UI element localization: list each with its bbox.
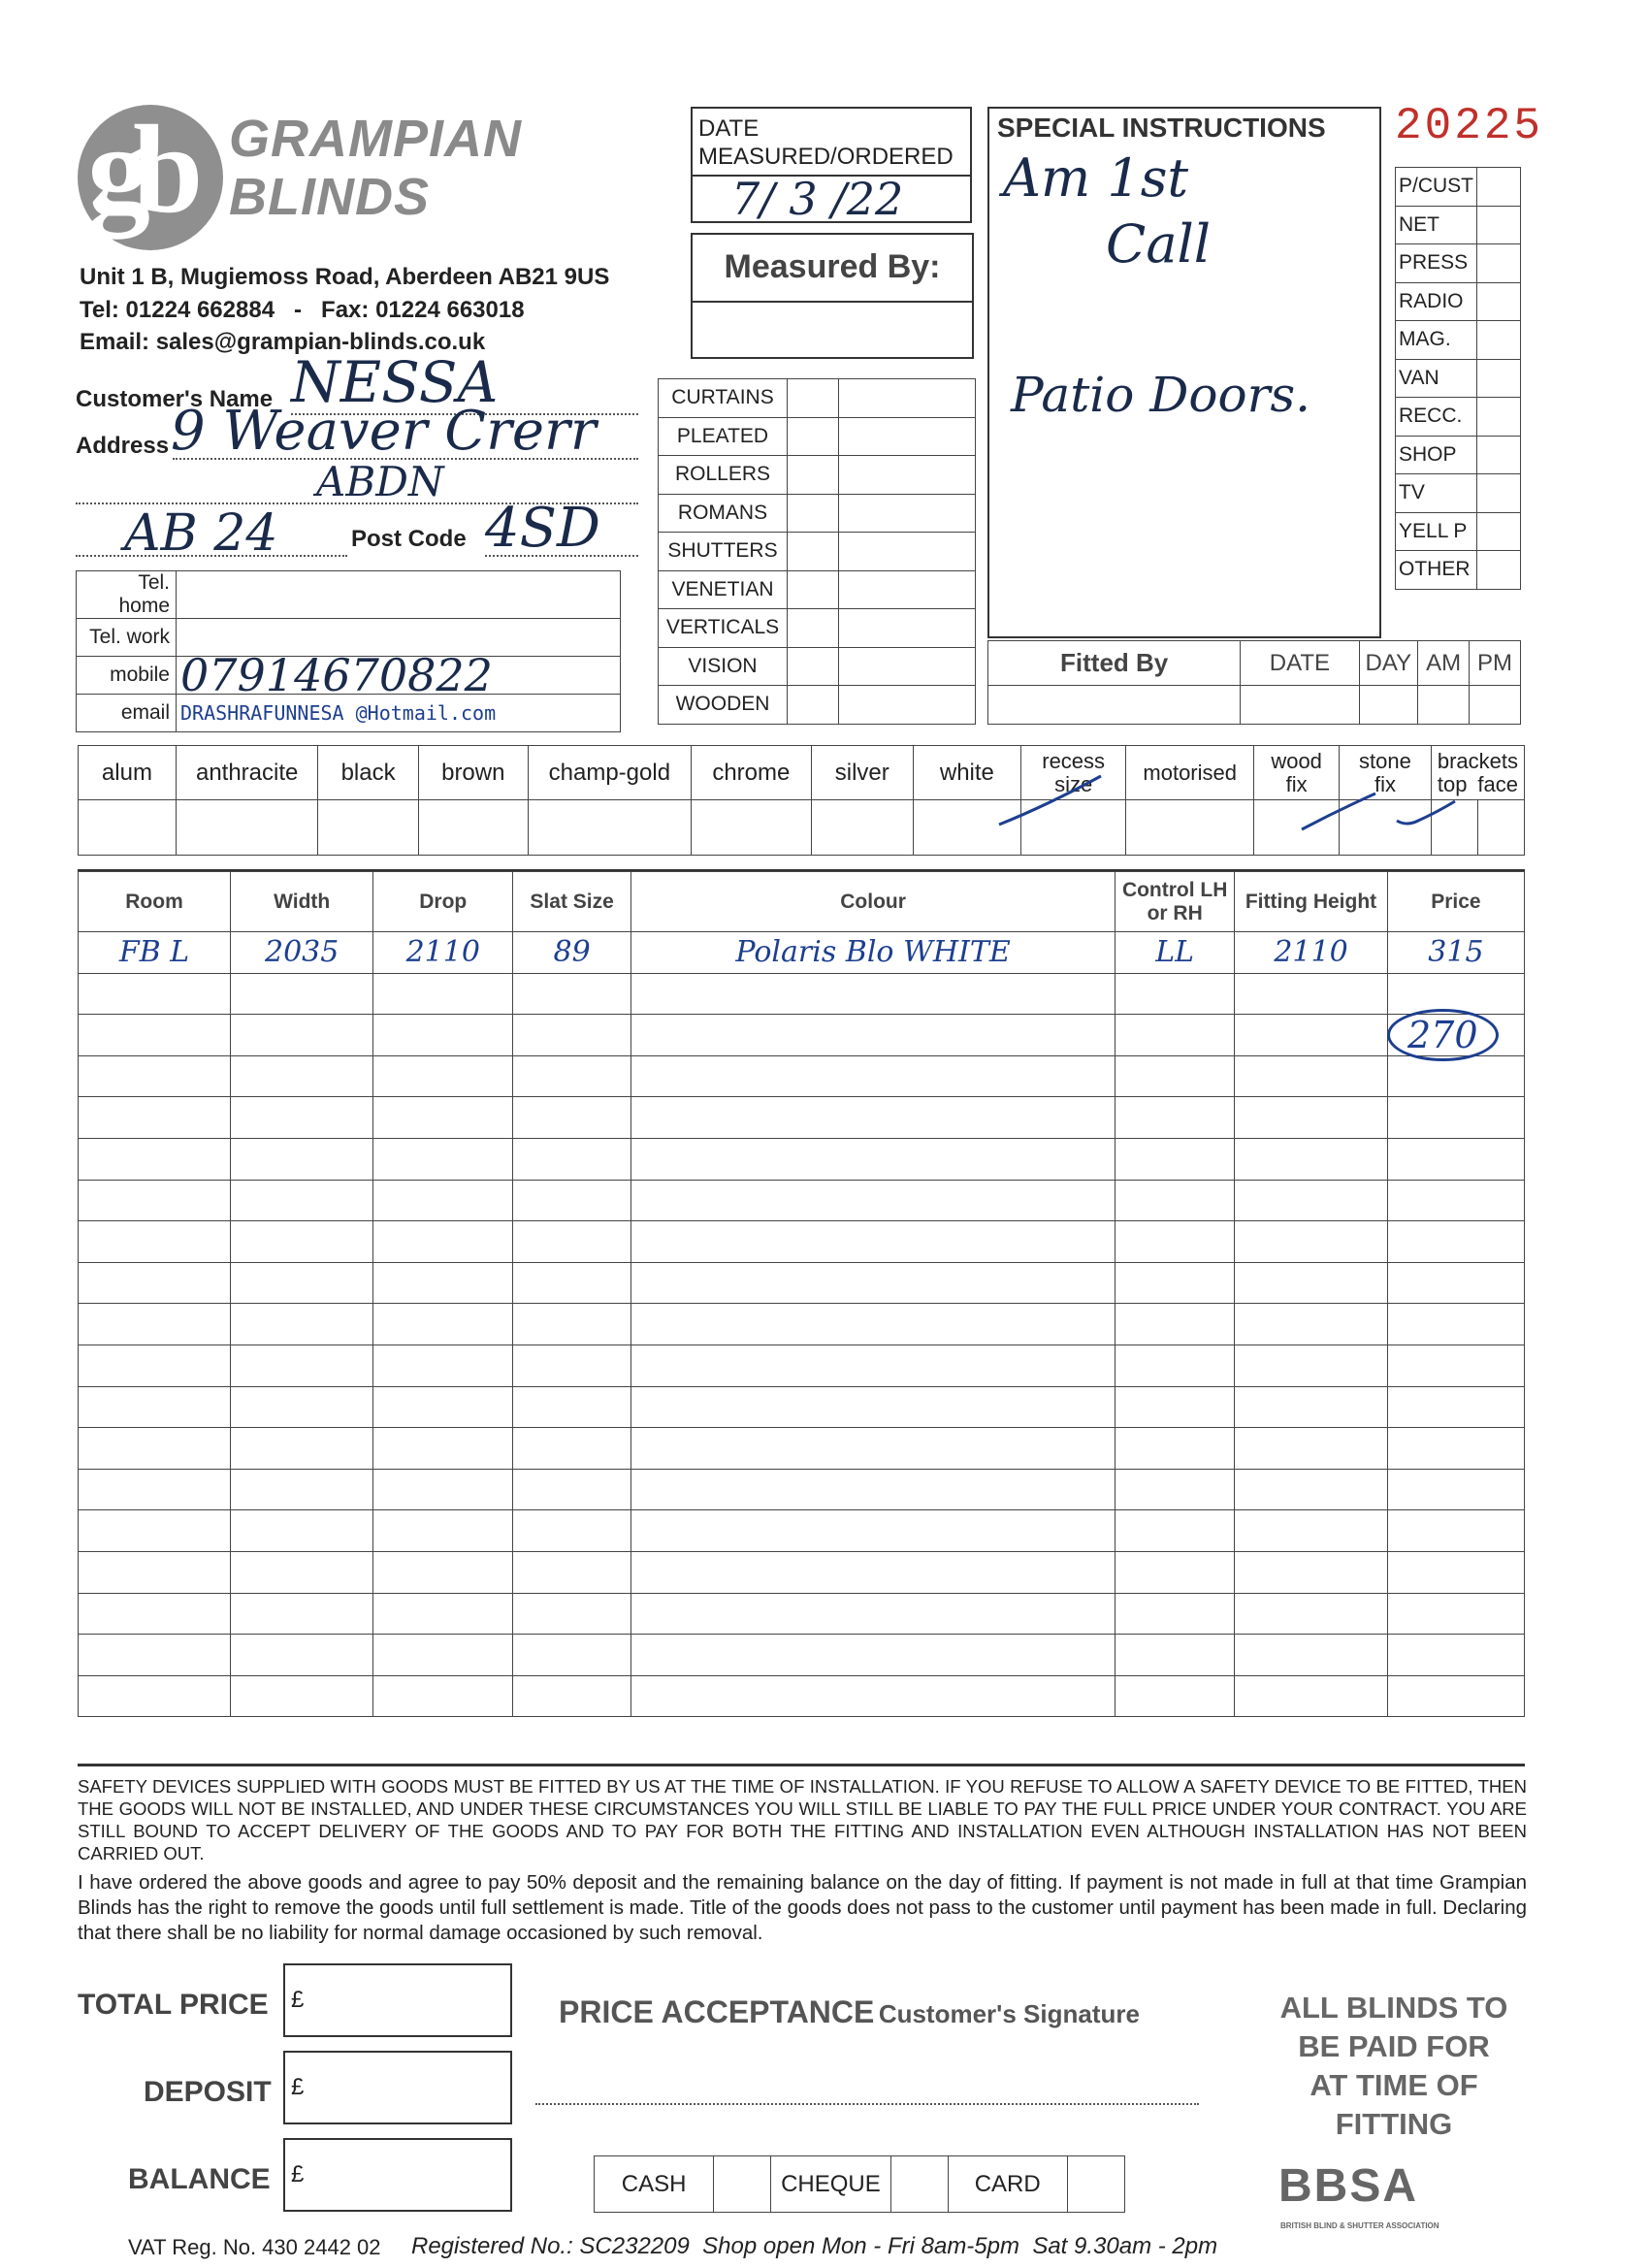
- order-cell-colour[interactable]: [631, 1675, 1116, 1717]
- order-cell-room[interactable]: [79, 1469, 231, 1510]
- source-label: RECC.: [1396, 398, 1477, 437]
- order-cell-colour[interactable]: [631, 1138, 1116, 1180]
- total-price-field[interactable]: [283, 1963, 512, 2037]
- order-cell-price[interactable]: [1387, 1138, 1524, 1180]
- order-row: [79, 973, 1525, 1015]
- order-cell-room[interactable]: [79, 1386, 231, 1428]
- order-cell-height[interactable]: [1235, 1221, 1388, 1263]
- color-option-white: white: [913, 746, 1020, 800]
- order-row: [79, 1015, 1525, 1056]
- order-cell-colour[interactable]: [631, 973, 1116, 1015]
- order-cell-control[interactable]: [1116, 1262, 1235, 1304]
- total-currency: £: [291, 1987, 305, 2013]
- brackets-face: face: [1477, 771, 1518, 796]
- payment-table: [594, 2155, 1125, 2213]
- order-cell-price[interactable]: [1387, 1097, 1524, 1139]
- brackets-label: brackets: [1437, 748, 1518, 773]
- order-row: [79, 1510, 1525, 1552]
- product-type-label: VERTICALS: [659, 609, 788, 648]
- source-label: P/CUST: [1396, 168, 1477, 207]
- source-label: OTHER: [1396, 551, 1477, 590]
- order-cell-room[interactable]: [79, 1304, 231, 1345]
- order-cell-control[interactable]: [1116, 1345, 1235, 1386]
- order-cell-drop[interactable]: [373, 1097, 513, 1139]
- order-cell-width[interactable]: [231, 1675, 373, 1717]
- order-cell-price[interactable]: [1387, 1469, 1524, 1510]
- order-row: [79, 1551, 1525, 1593]
- address-line3: AB 24: [124, 504, 278, 563]
- order-cell-drop[interactable]: [373, 1138, 513, 1180]
- order-cell-slat[interactable]: [513, 1180, 631, 1221]
- order-cell-price[interactable]: 315: [1387, 932, 1524, 974]
- order-cell-control[interactable]: [1116, 1304, 1235, 1345]
- balance-currency: £: [291, 2161, 305, 2187]
- order-cell-colour[interactable]: [631, 1055, 1116, 1097]
- agreement-terms: I have ordered the above goods and agree to pay 50% deposit and the remaining balance on the day of fitting. If payment is not made in full at that time Grampian Blinds has the right to remove the goods until full settlement is made. Title of the goods does not pass to the customer until payment has been made in full. Declaring that there shall be no liability for normal damage occasioned by such removal.: [78, 1871, 1527, 1944]
- order-cell-width[interactable]: [231, 1428, 373, 1470]
- payment-check[interactable]: [1067, 2156, 1124, 2213]
- order-header: Drop: [373, 872, 513, 932]
- order-cell-drop[interactable]: [373, 1635, 513, 1676]
- order-cell-colour[interactable]: [631, 1015, 1116, 1056]
- order-cell-width[interactable]: [231, 1015, 373, 1056]
- order-header: Width: [231, 872, 373, 932]
- order-cell-slat[interactable]: [513, 1345, 631, 1386]
- order-cell-drop[interactable]: [373, 1675, 513, 1717]
- order-cell-price[interactable]: [1387, 1510, 1524, 1552]
- order-cell-height[interactable]: [1235, 1304, 1388, 1345]
- company-phone-fax: Tel: 01224 662884 - Fax: 01224 663018: [80, 297, 525, 323]
- logo-letters: gb: [87, 100, 186, 240]
- order-cell-slat[interactable]: 89: [513, 932, 631, 974]
- brackets-top: top: [1437, 771, 1468, 796]
- product-type-label: ROLLERS: [659, 456, 788, 495]
- order-cell-slat[interactable]: [513, 1097, 631, 1139]
- fitted-am-label: AM: [1418, 641, 1470, 686]
- payment-notice: [1244, 1989, 1544, 2144]
- source-label: MAG.: [1396, 321, 1477, 360]
- order-cell-slat[interactable]: [513, 1593, 631, 1635]
- order-row: [79, 1221, 1525, 1263]
- product-type-label: VENETIAN: [659, 570, 788, 609]
- order-cell-colour[interactable]: [631, 1551, 1116, 1593]
- order-cell-price[interactable]: [1387, 1055, 1524, 1097]
- order-cell-width[interactable]: 2035: [231, 932, 373, 974]
- order-row: [79, 1469, 1525, 1510]
- order-cell-price[interactable]: [1387, 1593, 1524, 1635]
- notice-line3: AT TIME OF: [1310, 2068, 1478, 2102]
- order-cell-control[interactable]: [1116, 1510, 1235, 1552]
- notice-line4: FITTING: [1335, 2107, 1453, 2141]
- order-cell-drop[interactable]: [373, 1428, 513, 1470]
- order-row: [79, 1180, 1525, 1221]
- payment-check[interactable]: [890, 2156, 948, 2213]
- postcode-label: Post Code: [351, 526, 467, 552]
- price-acceptance: [559, 1994, 1140, 2030]
- order-cell-price[interactable]: [1387, 973, 1524, 1015]
- order-row: [79, 1262, 1525, 1304]
- order-cell-slat[interactable]: [513, 1635, 631, 1676]
- color-option-anthracite: anthracite: [176, 746, 318, 800]
- order-cell-slat[interactable]: [513, 1304, 631, 1345]
- order-cell-control[interactable]: [1116, 1138, 1235, 1180]
- special-line3: Patio Doors.: [1011, 367, 1311, 423]
- order-cell-colour[interactable]: [631, 1386, 1116, 1428]
- order-row: [79, 1345, 1525, 1386]
- order-cell-slat[interactable]: [513, 1469, 631, 1510]
- order-cell-room[interactable]: [79, 1551, 231, 1593]
- order-cell-width[interactable]: [231, 1138, 373, 1180]
- source-label: NET: [1396, 206, 1477, 244]
- order-cell-height[interactable]: [1235, 1138, 1388, 1180]
- deposit-field[interactable]: [283, 2051, 512, 2124]
- order-cell-height[interactable]: [1235, 973, 1388, 1015]
- options-ticks: [0, 0, 1649, 873]
- order-cell-room[interactable]: [79, 1428, 231, 1470]
- order-cell-width[interactable]: [231, 1097, 373, 1139]
- color-option-chrome: chrome: [691, 746, 811, 800]
- order-table: [78, 871, 1525, 1717]
- order-cell-height[interactable]: [1235, 1593, 1388, 1635]
- source-label: TV: [1396, 474, 1477, 513]
- order-cell-control[interactable]: [1116, 973, 1235, 1015]
- order-cell-slat[interactable]: [513, 1551, 631, 1593]
- order-cell-height[interactable]: [1235, 1015, 1388, 1056]
- order-cell-colour[interactable]: [631, 1345, 1116, 1386]
- order-cell-room[interactable]: [79, 973, 231, 1015]
- color-option-silver: silver: [811, 746, 913, 800]
- order-cell-width[interactable]: [231, 1221, 373, 1263]
- order-cell-colour[interactable]: [631, 1221, 1116, 1263]
- date-label: DATE MEASURED/ORDERED: [698, 115, 954, 170]
- order-cell-width[interactable]: [231, 1551, 373, 1593]
- company-name-line1: GRAMPIAN: [229, 110, 522, 168]
- postcode-value: 4SD: [485, 497, 600, 560]
- source-label: YELL P: [1396, 512, 1477, 551]
- order-cell-slat[interactable]: [513, 973, 631, 1015]
- company-address: Unit 1 B, Mugiemoss Road, Aberdeen AB21 9US: [80, 264, 610, 290]
- order-cell-control[interactable]: [1116, 1221, 1235, 1263]
- order-cell-width[interactable]: [231, 1386, 373, 1428]
- order-cell-price[interactable]: [1387, 1304, 1524, 1345]
- product-type-label: SHUTTERS: [659, 533, 788, 571]
- order-cell-colour[interactable]: [631, 1635, 1116, 1676]
- order-cell-slat[interactable]: [513, 1675, 631, 1717]
- order-cell-control[interactable]: [1116, 1386, 1235, 1428]
- price-acceptance-title: PRICE ACCEPTANCE: [559, 1994, 875, 2029]
- order-cell-height[interactable]: [1235, 1675, 1388, 1717]
- notice-line1: ALL BLINDS TO: [1279, 1991, 1508, 2025]
- order-cell-price[interactable]: [1387, 1221, 1524, 1263]
- order-cell-room[interactable]: [79, 1675, 231, 1717]
- order-cell-control[interactable]: [1116, 1675, 1235, 1717]
- order-cell-slat[interactable]: [513, 1055, 631, 1097]
- order-cell-width[interactable]: [231, 1055, 373, 1097]
- order-row: [79, 1635, 1525, 1676]
- order-row: [79, 1097, 1525, 1139]
- order-cell-drop[interactable]: [373, 1055, 513, 1097]
- safety-terms: SAFETY DEVICES SUPPLIED WITH GOODS MUST BE FITTED BY US AT THE TIME OF INSTALLATION. IF YOU REFUSE TO ALLOW A SAFETY DEVICE TO BE FITTED, THEN THE GOODS WILL NOT BE INSTALLED, AND UNDER THESE CIRCUMSTANCES YOU WILL STILL BE LIABLE TO PAY THE FULL PRICE UNDER YOUR CONTRACT. YOU ARE STILL BOUND TO ACCEPT DELIVERY OF THE GOODS AND TO PAY FOR BOTH THE FITTING AND INSTALLATION EVEN ALTHOUGH INSTALLATION HAS NOT BEEN CARRIED OUT.: [78, 1776, 1527, 1863]
- order-header: Price: [1387, 872, 1524, 932]
- order-header: Room: [79, 872, 231, 932]
- payment-method-cheque: CHEQUE: [771, 2156, 890, 2213]
- order-cell-room[interactable]: [79, 1262, 231, 1304]
- order-row: [79, 1304, 1525, 1345]
- address-line1: 9 Weaver Crerr: [171, 400, 597, 463]
- order-cell-width[interactable]: [231, 1345, 373, 1386]
- balance-field[interactable]: [283, 2138, 512, 2212]
- product-type-label: PLEATED: [659, 417, 788, 456]
- option-recess-size: recess size: [1021, 746, 1126, 800]
- order-cell-room[interactable]: [79, 1345, 231, 1386]
- payment-method-cash: CASH: [595, 2156, 714, 2213]
- contact-value[interactable]: 07914670822: [177, 657, 621, 695]
- order-cell-control[interactable]: [1116, 1593, 1235, 1635]
- order-row: [79, 1428, 1525, 1470]
- order-row: [79, 932, 1525, 974]
- order-cell-drop[interactable]: [373, 1345, 513, 1386]
- order-cell-drop[interactable]: [373, 1510, 513, 1552]
- company-name-line2: BLINDS: [229, 168, 430, 226]
- order-header: Control LH or RH: [1116, 872, 1235, 932]
- price-acceptance-sub: Customer's Signature: [878, 1999, 1140, 2028]
- product-type-label: CURTAINS: [659, 379, 788, 418]
- order-cell-width[interactable]: [231, 1304, 373, 1345]
- color-option-brown: brown: [418, 746, 528, 800]
- order-cell-drop[interactable]: [373, 1180, 513, 1221]
- special-line2: Call: [1106, 213, 1212, 275]
- order-cell-drop[interactable]: 2110: [373, 932, 513, 974]
- order-row: [79, 1386, 1525, 1428]
- order-header: Colour: [631, 872, 1116, 932]
- order-cell-room[interactable]: [79, 1138, 231, 1180]
- order-cell-height[interactable]: [1235, 1180, 1388, 1221]
- order-cell-colour[interactable]: [631, 1262, 1116, 1304]
- option-wood-fix: wood fix: [1254, 746, 1340, 800]
- order-cell-room[interactable]: [79, 1180, 231, 1221]
- payment-method-card: CARD: [948, 2156, 1067, 2213]
- source-label: VAN: [1396, 359, 1477, 398]
- order-cell-height[interactable]: [1235, 1635, 1388, 1676]
- order-cell-height[interactable]: [1235, 1345, 1388, 1386]
- order-cell-height[interactable]: [1235, 1097, 1388, 1139]
- order-row: [79, 1055, 1525, 1097]
- special-line1: Am 1st: [1003, 147, 1189, 209]
- order-cell-width[interactable]: [231, 1262, 373, 1304]
- order-row: [79, 1138, 1525, 1180]
- order-cell-room[interactable]: [79, 1015, 231, 1056]
- customer-name-value: NESSA: [291, 349, 499, 415]
- order-cell-drop[interactable]: [373, 1262, 513, 1304]
- source-label: PRESS: [1396, 244, 1477, 283]
- option-motorised: motorised: [1126, 746, 1254, 800]
- order-cell-slat[interactable]: [513, 1015, 631, 1056]
- vat-number: VAT Reg. No. 430 2442 02: [128, 2235, 381, 2259]
- order-cell-drop[interactable]: [373, 1015, 513, 1056]
- payment-check[interactable]: [714, 2156, 771, 2213]
- fitted-day-label: DAY: [1359, 641, 1418, 686]
- order-cell-slat[interactable]: [513, 1428, 631, 1470]
- deposit-currency: £: [291, 2074, 305, 2100]
- order-cell-price[interactable]: [1387, 1262, 1524, 1304]
- order-cell-price[interactable]: [1387, 1428, 1524, 1470]
- contact-label: Tel. home: [77, 571, 177, 619]
- contact-label: Tel. work: [77, 619, 177, 657]
- order-cell-slat[interactable]: [513, 1221, 631, 1263]
- order-cell-drop[interactable]: [373, 1593, 513, 1635]
- order-cell-price[interactable]: [1387, 1345, 1524, 1386]
- order-cell-room[interactable]: [79, 1593, 231, 1635]
- order-cell-drop[interactable]: [373, 973, 513, 1015]
- signature-line[interactable]: [535, 2103, 1199, 2105]
- bbsa-logo: BBSA: [1278, 2160, 1419, 2212]
- order-cell-colour[interactable]: [631, 1304, 1116, 1345]
- special-instructions-label: SPECIAL INSTRUCTIONS: [997, 113, 1326, 143]
- order-cell-drop[interactable]: [373, 1304, 513, 1345]
- order-cell-control[interactable]: [1116, 1180, 1235, 1221]
- order-cell-height[interactable]: [1235, 1428, 1388, 1470]
- order-cell-control[interactable]: [1116, 1055, 1235, 1097]
- product-type-label: ROMANS: [659, 494, 788, 533]
- fitted-date-label: DATE: [1241, 641, 1359, 686]
- order-cell-drop[interactable]: [373, 1386, 513, 1428]
- address-label: Address: [76, 433, 170, 459]
- order-cell-drop[interactable]: [373, 1221, 513, 1263]
- order-cell-control[interactable]: [1116, 1551, 1235, 1593]
- order-cell-width[interactable]: [231, 1593, 373, 1635]
- order-cell-height[interactable]: [1235, 1386, 1388, 1428]
- order-cell-colour[interactable]: [631, 1510, 1116, 1552]
- order-cell-slat[interactable]: [513, 1262, 631, 1304]
- order-cell-price[interactable]: [1387, 1635, 1524, 1676]
- customer-name-label: Customer's Name: [76, 386, 274, 412]
- deposit-label: DEPOSIT: [144, 2076, 272, 2108]
- color-option-black: black: [318, 746, 418, 800]
- order-cell-width[interactable]: [231, 1469, 373, 1510]
- order-cell-room[interactable]: [79, 1221, 231, 1263]
- order-cell-slat[interactable]: [513, 1138, 631, 1180]
- order-cell-colour[interactable]: [631, 1428, 1116, 1470]
- order-cell-room[interactable]: [79, 1055, 231, 1097]
- order-cell-height[interactable]: [1235, 1262, 1388, 1304]
- order-row: [79, 1675, 1525, 1717]
- total-price-label: TOTAL PRICE: [78, 1989, 269, 2021]
- date-value: 7/ 3 /22: [731, 173, 904, 225]
- order-cell-colour[interactable]: [631, 1593, 1116, 1635]
- color-option-alum: alum: [79, 746, 177, 800]
- order-cell-drop[interactable]: [373, 1469, 513, 1510]
- address-line2: ABDN: [316, 458, 444, 505]
- order-cell-colour[interactable]: [631, 1469, 1116, 1510]
- fitted-pm-label: PM: [1470, 641, 1521, 686]
- order-cell-colour[interactable]: [631, 1180, 1116, 1221]
- order-cell-price[interactable]: [1387, 1386, 1524, 1428]
- order-cell-height[interactable]: [1235, 1551, 1388, 1593]
- color-option-champ-gold: champ-gold: [528, 746, 691, 800]
- order-cell-width[interactable]: [231, 1510, 373, 1552]
- order-cell-room[interactable]: [79, 1097, 231, 1139]
- notice-line2: BE PAID FOR: [1298, 2029, 1490, 2063]
- order-cell-width[interactable]: [231, 1180, 373, 1221]
- order-cell-height[interactable]: 2110: [1235, 932, 1388, 974]
- order-cell-control[interactable]: [1116, 1015, 1235, 1056]
- order-cell-height[interactable]: [1235, 1469, 1388, 1510]
- order-cell-room[interactable]: [79, 1635, 231, 1676]
- product-type-label: WOODEN: [659, 686, 788, 725]
- order-row: [79, 1593, 1525, 1635]
- company-email: Email: sales@grampian-blinds.co.uk: [80, 329, 486, 355]
- order-cell-room[interactable]: FB L: [79, 932, 231, 974]
- order-header: Slat Size: [513, 872, 631, 932]
- order-cell-price[interactable]: [1387, 1675, 1524, 1717]
- order-cell-control[interactable]: [1116, 1635, 1235, 1676]
- registered-info: Registered No.: SC232209 Shop open Mon - Fri 8am-5pm Sat 9.30am - 2pm: [411, 2233, 1218, 2259]
- product-type-label: VISION: [659, 647, 788, 686]
- source-label: RADIO: [1396, 282, 1477, 321]
- order-cell-colour[interactable]: [631, 1097, 1116, 1139]
- option-stone-fix: stone fix: [1340, 746, 1432, 800]
- order-cell-width[interactable]: [231, 973, 373, 1015]
- order-cell-control[interactable]: [1116, 1469, 1235, 1510]
- contact-label: mobile: [77, 657, 177, 695]
- order-cell-control[interactable]: [1116, 1097, 1235, 1139]
- order-cell-height[interactable]: [1235, 1055, 1388, 1097]
- contact-label: email: [77, 695, 177, 732]
- order-cell-slat[interactable]: [513, 1386, 631, 1428]
- order-cell-control[interactable]: LL: [1116, 932, 1235, 974]
- order-cell-drop[interactable]: [373, 1551, 513, 1593]
- contact-value[interactable]: DRASHRAFUNNESA @Hotmail.com: [177, 695, 621, 732]
- balance-label: BALANCE: [128, 2163, 271, 2195]
- order-cell-room[interactable]: [79, 1510, 231, 1552]
- order-cell-slat[interactable]: [513, 1510, 631, 1552]
- order-cell-price[interactable]: [1387, 1180, 1524, 1221]
- measured-by-label: Measured By:: [724, 248, 941, 285]
- form-number: 20225: [1395, 101, 1544, 151]
- circled-price: 270: [1387, 1009, 1499, 1061]
- order-cell-price[interactable]: [1387, 1551, 1524, 1593]
- order-cell-height[interactable]: [1235, 1510, 1388, 1552]
- order-cell-colour[interactable]: Polaris Blo WHITE: [631, 932, 1116, 974]
- order-cell-width[interactable]: [231, 1635, 373, 1676]
- order-cell-control[interactable]: [1116, 1428, 1235, 1470]
- order-header: Fitting Height: [1235, 872, 1388, 932]
- bbsa-subtitle: BRITISH BLIND & SHUTTER ASSOCIATION: [1280, 2221, 1439, 2230]
- fitted-by-label: Fitted By: [988, 641, 1241, 686]
- source-label: SHOP: [1396, 436, 1477, 474]
